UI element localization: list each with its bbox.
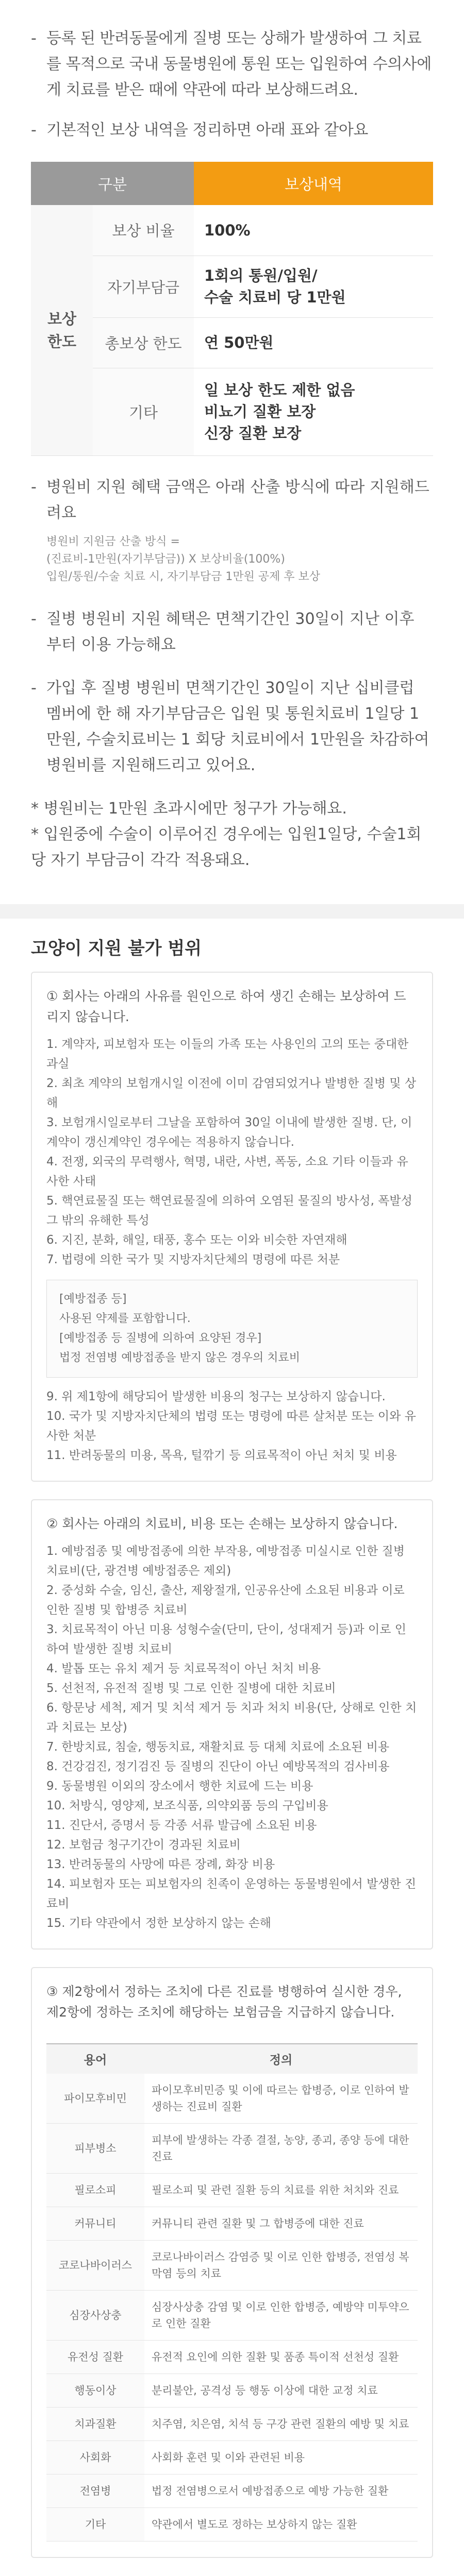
table-row <box>46 2407 418 2441</box>
exclusion-line: 9. 위 제1항에 해당되어 발생한 비용의 청구는 보상하지 않습니다. <box>46 1389 386 1403</box>
exclusion-heading: ③ 제2항에서 정하는 조치에 다른 진료를 병행하여 실시한 경우, 제2항에 정하는 조치에 해당하는 보험금을 지급하지 않습니다. <box>46 1984 402 2020</box>
exclusion-line: 6. 지진, 분화, 해일, 태풍, 홍수 또는 이와 비슷한 자연재해 <box>46 1233 347 1247</box>
inner-line: 법정 전염병 예방접종을 받지 않은 경우의 치료비 <box>59 1351 301 1364</box>
table-row <box>46 2123 418 2173</box>
inner-line: 사용된 약제를 포함합니다. <box>59 1312 191 1325</box>
bullet-text: 질병 병원비 지원 혜택은 면책기간인 30일이 지난 이후 부터 이용 가능해요 <box>46 609 415 654</box>
bullet-item <box>31 606 433 658</box>
disease-definition-table <box>46 2043 418 2541</box>
exclusion-line: 8. 건강검진, 정기검진 등 질병의 진단이 아닌 예방목적의 검사비용 <box>46 1759 390 1773</box>
term-cell: 유전성 질환 <box>46 2340 144 2374</box>
exclusion-line: 3. 치료목적이 아닌 미용 성형수술(단미, 단이, 성대제거 등)과 이로 인하여 발생한 질병 치료비 <box>46 1622 406 1656</box>
exclusion-scope-section <box>0 919 464 2558</box>
exclusion-box-1 <box>31 972 433 1482</box>
intro-notice <box>31 26 433 103</box>
table-row <box>46 2207 418 2240</box>
exclusion-line: 4. 전쟁, 외국의 무력행사, 혁명, 내란, 사변, 폭동, 소요 기타 이들과 유사한 사태 <box>46 1155 408 1188</box>
exclusion-line: 1. 예방접종 및 예방접종에 의한 부작용, 예방접종 미실시로 인한 질병 치료비(단, 광견병 예방접종은 제외) <box>46 1544 405 1578</box>
exclusion-line: 5. 선천적, 유전적 질병 및 그로 인한 질병에 대한 치료비 <box>46 1681 336 1695</box>
definition-cell: 필로소피 및 관련 질환 등의 치료를 위한 처치와 진료 <box>144 2173 418 2207</box>
term-cell: 코로나바이러스 <box>46 2240 144 2290</box>
basic-title-notice <box>31 117 433 143</box>
table-row <box>46 2507 418 2541</box>
definition-cell: 분리불안, 공격성 등 행동 이상에 대한 교정 치료 <box>144 2374 418 2407</box>
bullet-item <box>31 675 433 778</box>
table-row <box>46 2474 418 2507</box>
table-row-value: 1회의 통원/입원/ 수술 치료비 당 1만원 <box>194 256 433 317</box>
table-row-value: 연 50만원 <box>194 317 433 368</box>
table-row <box>46 2441 418 2474</box>
exclusion-line: 4. 발톱 또는 유치 제거 등 치료목적이 아닌 처치 비용 <box>46 1662 321 1675</box>
term-cell: 피부병소 <box>46 2123 144 2173</box>
section-divider <box>0 904 464 919</box>
exclusion-line: 14. 피보험자 또는 피보험자의 친족이 운영하는 동물병원에서 발생한 진료비 <box>46 1877 417 1910</box>
table-category: 보상 한도 <box>31 205 93 455</box>
bullet-text: 병원비 지원 혜택 금액은 아래 산출 방식에 따라 지원해드려요 <box>46 478 429 522</box>
bullet-text: 가입 후 질병 병원비 면책기간인 30일이 지난 십비클럽 멤버에 한 해 자기부담금은 입원 및 통원치료비 1일당 1만원, 수술치료비는 1 회당 치료비에서 1만원을 차감하여 병원비를 지원해드리고 있어요. <box>46 679 429 774</box>
bullet-dash: - <box>31 679 37 697</box>
table-row-label: 자기부담금 <box>93 256 194 317</box>
exclusion-line: 11. 반려동물의 미용, 목욕, 털깎기 등 의료목적이 아닌 처치 및 비용 <box>46 1448 397 1462</box>
exclusion-heading: ② 회사는 아래의 치료비, 비용 또는 손해는 보상하지 않습니다. <box>46 1516 398 1531</box>
exclusion-line: 13. 반려동물의 사망에 따른 장례, 화장 비용 <box>46 1857 275 1871</box>
term-cell: 기타 <box>46 2507 144 2541</box>
definition-cell: 약관에서 별도로 정하는 보상하지 않는 질환 <box>144 2507 418 2541</box>
exclusion-line: 12. 보험금 청구기간이 경과된 치료비 <box>46 1838 241 1852</box>
exclusion-line: 2. 중성화 수술, 임신, 출산, 제왕절개, 인공유산에 소요된 비용과 이로 인한 질병 및 합병증 치료비 <box>46 1583 405 1617</box>
table-row-label: 총보상 한도 <box>93 317 194 368</box>
vaccination-note-box <box>46 1280 418 1378</box>
basic-title-text: 기본적인 보상 내역을 정리하면 아래 표와 같아요 <box>46 121 368 139</box>
bullet-item <box>31 474 433 526</box>
table-row-value: 일 보상 한도 제한 없음 비뇨기 질환 보장 신장 질환 보장 <box>194 368 433 455</box>
inner-line: [예방접종 등 질병에 의하여 요양된 경우] <box>59 1331 262 1345</box>
table-row-label: 보상 비율 <box>93 205 194 256</box>
table-row <box>46 2374 418 2407</box>
scope-title: 고양이 지원 불가 범위 <box>31 938 202 959</box>
basic-coverage-table <box>31 162 433 456</box>
exclusion-line: 6. 항문낭 세척, 제거 및 치석 제거 등 치과 처치 비용(단, 상해로 인한 치과 치료는 보상) <box>46 1701 417 1734</box>
definition-cell: 법정 전염병으로서 예방접종으로 예방 가능한 질환 <box>144 2474 418 2507</box>
table-header-item: 구분 <box>31 162 194 205</box>
table-row-label: 기타 <box>93 368 194 455</box>
bullet-dash: - <box>31 29 37 47</box>
exclusion-line: 7. 법령에 의한 국가 및 지방자치단체의 명령에 따른 처분 <box>46 1252 340 1266</box>
table-row-value: 100% <box>194 205 433 256</box>
exclusion-line: 10. 처방식, 영양제, 보조식품, 의약외품 등의 구입비용 <box>46 1799 328 1812</box>
exclusion-line: 9. 동물병원 이외의 장소에서 행한 치료에 드는 비용 <box>46 1779 313 1793</box>
exclusion-line: 5. 핵연료물질 또는 핵연료물질에 의하여 오염된 물질의 방사성, 폭발성 그 밖의 유해한 특성 <box>46 1194 412 1227</box>
inner-line: [예방접종 등] <box>59 1292 127 1306</box>
exclusion-heading: ① 회사는 아래의 사유를 원인으로 하여 생긴 손해는 보상하여 드리지 않습니다. <box>46 988 406 1024</box>
definition-cell: 코로나바이러스 감염증 및 이로 인한 합병증, 전염성 복막염 등의 치료 <box>144 2240 418 2290</box>
star-note: * 입원중에 수술이 이루어진 경우에는 입원1일당, 수술1회당 자기 부담금이 각각 적용돼요. <box>31 825 422 869</box>
term-cell: 필로소피 <box>46 2173 144 2207</box>
table-header-content: 보상내역 <box>194 162 433 205</box>
exclusion-list <box>46 1035 418 1269</box>
definition-cell: 피부에 발생하는 각종 결절, 농양, 종괴, 종양 등에 대한 진료 <box>144 2123 418 2173</box>
exclusion-line: 10. 국가 및 지방자치단체의 법령 또는 명령에 따른 살처분 또는 이와 유사한 처분 <box>46 1409 416 1443</box>
coverage-bullets <box>31 474 433 873</box>
term-cell: 사회화 <box>46 2441 144 2474</box>
term-cell: 행동이상 <box>46 2374 144 2407</box>
table-row <box>46 2074 418 2124</box>
star-notes <box>31 796 433 873</box>
exclusion-line: 15. 기타 약관에서 정한 보상하지 않는 손해 <box>46 1916 271 1930</box>
table-row <box>46 2340 418 2374</box>
table-header-definition: 정의 <box>144 2044 418 2074</box>
table-row <box>46 2290 418 2340</box>
calc-note: (진료비-1만원(자기부담금)) X 보상비율(100%) <box>46 552 285 566</box>
exclusion-list <box>46 1541 418 1933</box>
calc-note: 병원비 지원금 산출 방식 = <box>46 535 180 548</box>
bullet-dash: - <box>31 121 37 139</box>
definition-cell: 파이모후비민증 및 이에 따르는 합병증, 이로 인하여 발생하는 진료비 질환 <box>144 2074 418 2124</box>
definition-cell: 사회화 훈련 및 이와 관련된 비용 <box>144 2441 418 2474</box>
star-note: * 병원비는 1만원 초과시에만 청구가 가능해요. <box>31 799 347 818</box>
exclusion-line: 7. 한방치료, 침술, 행동치료, 재활치료 등 대체 치료에 소요된 비용 <box>46 1740 390 1754</box>
table-header-term: 용어 <box>46 2044 144 2074</box>
definition-cell: 유전적 요인에 의한 질환 및 품종 특이적 선천성 질환 <box>144 2340 418 2374</box>
exclusion-line: 11. 진단서, 증명서 등 각종 서류 발급에 소요된 비용 <box>46 1818 317 1832</box>
term-cell: 치과질환 <box>46 2407 144 2441</box>
term-cell: 심장사상충 <box>46 2290 144 2340</box>
definition-cell: 커뮤니티 관련 질환 및 그 합병증에 대한 진료 <box>144 2207 418 2240</box>
exclusion-line: 3. 보험개시일로부터 그날을 포함하여 30일 이내에 발생한 질병. 단, 이 계약이 갱신계약인 경우에는 적용하지 않습니다. <box>46 1115 412 1149</box>
term-cell: 커뮤니티 <box>46 2207 144 2240</box>
exclusion-box-2 <box>31 1499 433 1950</box>
intro-text: 등록 된 반려동물에게 질병 또는 상해가 발생하여 그 치료를 목적으로 국내 동물병원에 통원 또는 입원하여 수의사에게 치료를 받은 때에 약관에 따라 보상해드려요. <box>46 29 432 99</box>
table-row <box>46 2173 418 2207</box>
coverage-summary-section <box>0 0 464 873</box>
table-row <box>46 2240 418 2290</box>
definition-cell: 심장사상충 감염 및 이로 인한 합병증, 예방약 미투약으로 인한 질환 <box>144 2290 418 2340</box>
term-cell: 전염병 <box>46 2474 144 2507</box>
exclusion-line: 2. 최초 계약의 보험개시일 이전에 이미 감염되었거나 발병한 질병 및 상해 <box>46 1076 417 1110</box>
definition-cell: 치주염, 치은염, 치석 등 구강 관련 질환의 예방 및 치료 <box>144 2407 418 2441</box>
exclusion-box-3 <box>31 1967 433 2558</box>
exclusion-line: 1. 계약자, 피보험자 또는 이들의 가족 또는 사용인의 고의 또는 중대한 과실 <box>46 1037 409 1071</box>
bullet-dash: - <box>31 478 37 496</box>
calc-note: 입원/통원/수술 치료 시, 자기부담금 1만원 공제 후 보상 <box>46 570 321 583</box>
calc-notes <box>31 533 433 586</box>
term-cell: 파이모후비민 <box>46 2074 144 2124</box>
exclusion-tail-list <box>46 1387 418 1465</box>
bullet-dash: - <box>31 609 37 628</box>
